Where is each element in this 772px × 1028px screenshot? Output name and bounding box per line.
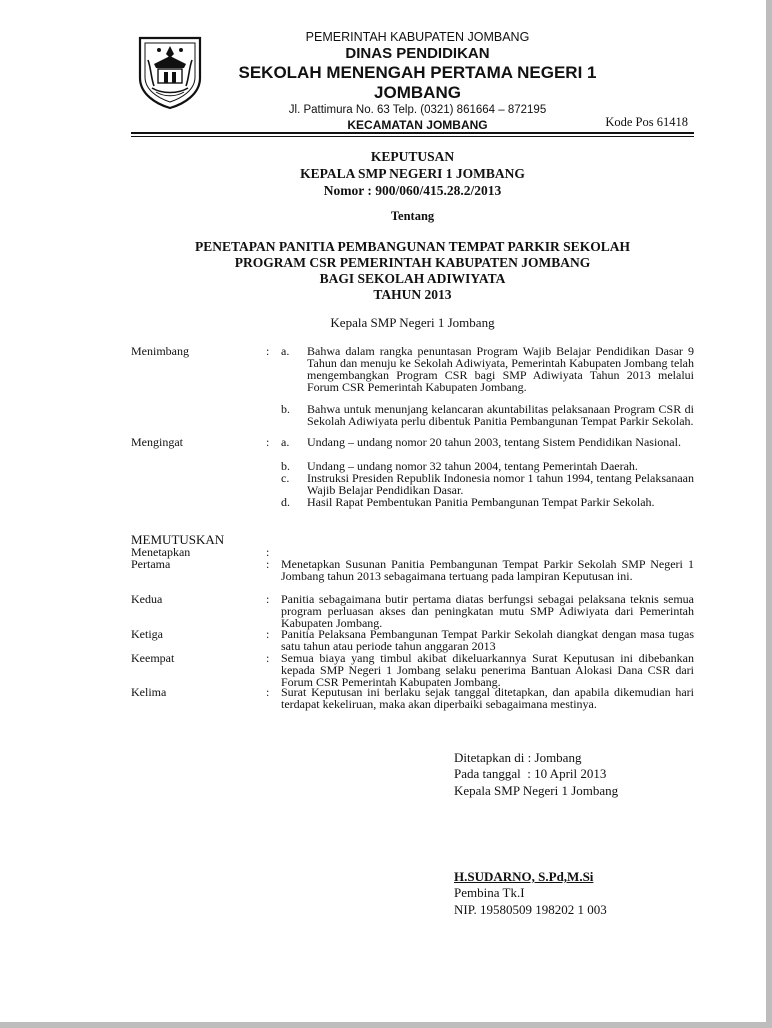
decision-text: Menetapkan Susunan Panitia Pembangunan Tempat Parkir Sekolah SMP Negeri 1 Jombang tahun 2013 sebagaimana tertuang pada lampiran Keputusan ini. (281, 557, 694, 583)
signer-position: Kepala SMP Negeri 1 Jombang (454, 782, 619, 798)
colon: : (266, 592, 270, 606)
subject-line-2: PROGRAM CSR PEMERINTAH KABUPATEN JOMBANG (234, 254, 591, 270)
decision-label: Pertama (131, 557, 171, 571)
item-text: Undang – undang nomor 20 tahun 2003, tentang Sistem Pendidikan Nasional. (307, 435, 681, 449)
item-letter: b. (281, 402, 290, 416)
item-text: Bahwa dalam rangka penuntasan Program Wajib Belajar Pendidikan Dasar 9 Tahun dan menuju ke Sekolah Adiwiyata, Pemerintah Kabupaten Jombang telah mengembangkan Program CSR bagi SMP Adiwiyata Tahun 2013 melalui Forum CSR Pemerintah Kabupaten Jombang. (307, 344, 694, 394)
signer-nip: NIP. 19580509 198202 1 003 (454, 901, 607, 917)
colon: : (266, 557, 270, 571)
decision-text: Panitia Pelaksana Pembangunan Tempat Parkir Sekolah diangkat dengan masa tugas satu tahun atau periode tahun anggaran 2013 (281, 627, 694, 653)
subject-line-3: BAGI SEKOLAH ADIWIYATA (319, 270, 506, 286)
item-letter: d. (281, 495, 290, 509)
decree-title: KEPUTUSAN (370, 149, 455, 164)
decision-text: Semua biaya yang timbul akibat dikeluarkannya Surat Keputusan ini dibebankan kepada SMP Negeri 1 Jombang selaku penerima Bantuan Alokasi Dana CSR dari Forum CSR Pemerintah Kabupaten Jombang. (281, 651, 694, 689)
decree-subject (131, 239, 694, 303)
jombang-emblem-icon (134, 34, 206, 110)
stipulated-date: Pada tanggal : 10 April 2013 (454, 766, 607, 782)
stipulated-place: Ditetapkan di : Jombang (454, 750, 582, 765)
stipulating-label: Menetapkan (131, 545, 191, 559)
decision-label: Keempat (131, 651, 175, 665)
letterhead-school: SEKOLAH MENENGAH PERTAMA NEGERI 1 JOMBANG (238, 63, 597, 103)
subject-line-1: PENETAPAN PANITIA PEMBANGUNAN TEMPAT PARKIR SEKOLAH (195, 239, 630, 254)
item-letter: a. (281, 435, 290, 449)
letterhead-address: Jl. Pattimura No. 63 Telp. (0321) 861664 – 872195 (288, 103, 547, 116)
colon: : (266, 545, 270, 559)
decree-issuer: KEPALA SMP NEGERI 1 JOMBANG (300, 165, 525, 181)
signer-rank: Pembina Tk.I (454, 885, 525, 901)
signature-place-date (454, 750, 618, 799)
recalling-label: Mengingat (131, 435, 183, 449)
item-text: Bahwa untuk menunjang kelancaran akuntabilitas pelaksanaan Program CSR di Sekolah Adiwiyata perlu dibentuk Panitia Pembangunan Tempat Parkir Sekolah. (307, 402, 694, 428)
item-letter: a. (281, 344, 290, 358)
considering-label: Menimbang (131, 344, 189, 358)
letterhead-department: DINAS PENDIDIKAN (345, 45, 490, 62)
signer-name: H.SUDARNO, S.Pd,M.Si (454, 869, 594, 884)
colon: : (266, 651, 270, 665)
colon: : (266, 685, 270, 699)
issuer-line: Kepala SMP Negeri 1 Jombang (330, 315, 495, 330)
item-text: Instruksi Presiden Republik Indonesia nomor 1 tahun 1994, tentang Pelaksanaan Wajib Belajar Pendidikan Dasar. (307, 471, 694, 497)
item-letter: c. (281, 471, 290, 485)
decides-heading: MEMUTUSKAN (131, 532, 225, 547)
item-text: Undang – undang nomor 32 tahun 2004, tentang Pemerintah Daerah. (307, 459, 638, 473)
subject-line-4: TAHUN 2013 (373, 286, 452, 302)
item-letter: b. (281, 459, 290, 473)
item-text: Hasil Rapat Pembentukan Panitia Pembangunan Tempat Parkir Sekolah. (307, 495, 655, 509)
signature-block (454, 869, 607, 918)
letterhead-government: PEMERINTAH KABUPATEN JOMBANG (305, 30, 530, 44)
about-label: Tentang (390, 209, 435, 223)
header-divider (131, 132, 694, 134)
letterhead (210, 30, 625, 132)
decision-label: Ketiga (131, 627, 163, 641)
decree-number: Nomor : 900/060/415.28.2/2013 (323, 182, 502, 198)
colon: : (266, 627, 270, 641)
postal-code: Kode Pos 61418 (605, 115, 688, 129)
colon: : (266, 344, 270, 358)
decision-text: Panitia sebagaimana butir pertama diatas berfungsi sebagai pelaksana teknis semua program perluasan akses dan peningkatan mutu SMP Adiwiyata dari Pemerintah Kabupaten Jombang. (281, 592, 694, 630)
decision-text: Surat Keputusan ini berlaku sejak tanggal ditetapkan, dan apabila dikemudian hari terdapat kekeliruan, maka akan diperbaiki sebagaimana mestinya. (281, 685, 694, 711)
decree-heading (131, 149, 694, 200)
colon: : (266, 435, 270, 449)
decision-label: Kedua (131, 592, 163, 606)
header-divider-thin (131, 136, 694, 137)
decision-label: Kelima (131, 685, 167, 699)
letterhead-district: KECAMATAN JOMBANG (347, 117, 488, 132)
